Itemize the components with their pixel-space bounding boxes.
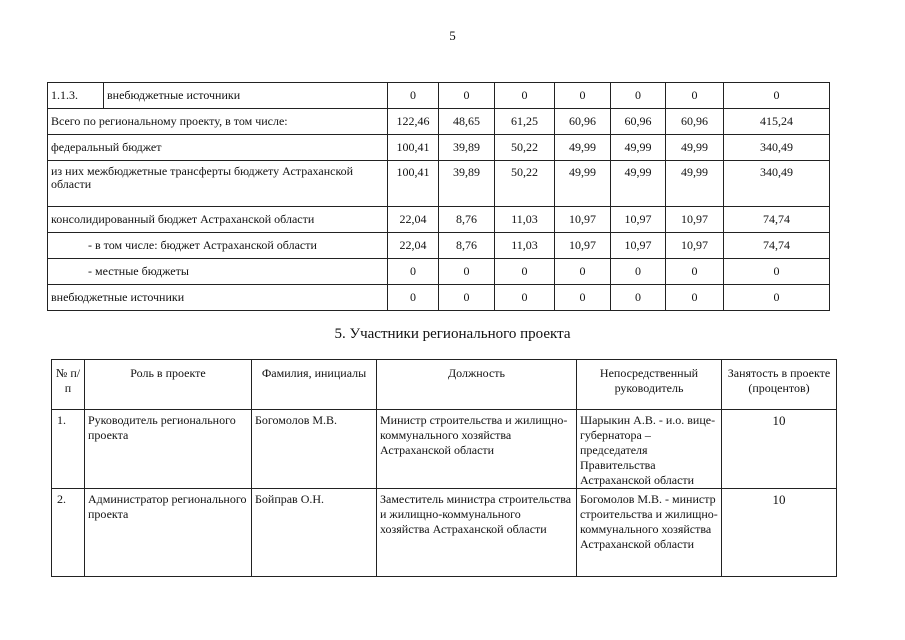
participant-name: Бойправ О.Н.: [252, 489, 377, 577]
budget-cell: 122,46: [388, 109, 439, 135]
budget-cell: 340,49: [724, 161, 830, 207]
budget-row: [48, 233, 830, 259]
budget-cell: 10,97: [611, 233, 666, 259]
budget-cell: 39,89: [439, 161, 495, 207]
budget-cell: 0: [611, 285, 666, 311]
participant-role: Руководитель регионального проекта: [85, 410, 252, 489]
participant-num: 1.: [52, 410, 85, 489]
budget-cell: 49,99: [555, 161, 611, 207]
budget-cell: 0: [439, 259, 495, 285]
budget-cell: 60,96: [666, 109, 724, 135]
budget-cell: 49,99: [611, 135, 666, 161]
budget-cell: 11,03: [495, 233, 555, 259]
budget-row-label: из них межбюджетные трансферты бюджету Астраханской области: [48, 161, 388, 207]
budget-table: [47, 82, 830, 311]
participant-row: [52, 489, 837, 577]
budget-cell: 74,74: [724, 207, 830, 233]
header-position: Должность: [377, 360, 577, 410]
budget-cell: 0: [611, 83, 666, 109]
budget-cell: 11,03: [495, 207, 555, 233]
participant-position: Заместитель министра строительства и жилищно-коммунального хозяйства Астраханской области: [377, 489, 577, 577]
participant-role: Администратор регионального проекта: [85, 489, 252, 577]
budget-cell: 0: [666, 259, 724, 285]
budget-cell: 0: [555, 259, 611, 285]
budget-cell: 0: [495, 285, 555, 311]
budget-row-label: Всего по региональному проекту, в том числе:: [48, 109, 388, 135]
header-name: Фамилия, инициалы: [252, 360, 377, 410]
budget-cell: 60,96: [555, 109, 611, 135]
budget-row-label: внебюджетные источники: [104, 83, 388, 109]
budget-row-label: консолидированный бюджет Астраханской области: [48, 207, 388, 233]
budget-cell: 0: [666, 83, 724, 109]
budget-cell: 60,96: [611, 109, 666, 135]
budget-cell: 0: [439, 285, 495, 311]
budget-row-label: - в том числе: бюджет Астраханской области: [48, 233, 388, 259]
participant-supervisor: Шарыкин А.В. - и.о. вице-губернатора – председателя Правительства Астраханской области: [577, 410, 722, 489]
budget-row: [48, 259, 830, 285]
budget-row: [48, 161, 830, 207]
budget-cell: 0: [724, 83, 830, 109]
header-role: Роль в проекте: [85, 360, 252, 410]
budget-cell: 49,99: [611, 161, 666, 207]
participants-header-row: [52, 360, 837, 410]
budget-cell: 415,24: [724, 109, 830, 135]
budget-cell: 0: [388, 259, 439, 285]
budget-cell: 0: [555, 285, 611, 311]
budget-cell: 61,25: [495, 109, 555, 135]
budget-row-label: - местные бюджеты: [48, 259, 388, 285]
section-title: 5. Участники регионального проекта: [334, 326, 571, 342]
budget-cell: 100,41: [388, 161, 439, 207]
budget-cell: 10,97: [666, 233, 724, 259]
budget-cell: 22,04: [388, 207, 439, 233]
budget-cell: 74,74: [724, 233, 830, 259]
budget-cell: 0: [724, 285, 830, 311]
budget-row: [48, 109, 830, 135]
budget-cell: 49,99: [666, 161, 724, 207]
budget-cell: 0: [439, 83, 495, 109]
budget-cell: 0: [555, 83, 611, 109]
budget-cell: 49,99: [555, 135, 611, 161]
budget-cell: 0: [666, 285, 724, 311]
budget-cell: 10,97: [666, 207, 724, 233]
participant-load: 10: [722, 489, 837, 577]
budget-row: [48, 135, 830, 161]
budget-cell: 0: [611, 259, 666, 285]
budget-cell: 10,97: [555, 207, 611, 233]
budget-cell: 22,04: [388, 233, 439, 259]
budget-cell: 50,22: [495, 135, 555, 161]
budget-cell: 49,99: [666, 135, 724, 161]
budget-cell: 0: [388, 83, 439, 109]
budget-row-label: федеральный бюджет: [48, 135, 388, 161]
budget-row-label: внебюджетные источники: [48, 285, 388, 311]
budget-row-code: 1.1.3.: [48, 83, 104, 109]
participants-table: [51, 359, 837, 577]
budget-row: [48, 207, 830, 233]
participant-load: 10: [722, 410, 837, 489]
budget-cell: 8,76: [439, 207, 495, 233]
participant-supervisor: Богомолов М.В. - министр строительства и жилищно-коммунального хозяйства Астраханской области: [577, 489, 722, 577]
budget-row: [48, 83, 830, 109]
page-number: 5: [449, 28, 456, 43]
budget-cell: 0: [495, 83, 555, 109]
header-load: Занятость в проекте (процентов): [722, 360, 837, 410]
budget-cell: 39,89: [439, 135, 495, 161]
budget-cell: 0: [388, 285, 439, 311]
budget-cell: 340,49: [724, 135, 830, 161]
budget-cell: 48,65: [439, 109, 495, 135]
budget-cell: 8,76: [439, 233, 495, 259]
budget-cell: 10,97: [555, 233, 611, 259]
budget-row: [48, 285, 830, 311]
budget-cell: 50,22: [495, 161, 555, 207]
header-num: № п/п: [52, 360, 85, 410]
budget-cell: 0: [724, 259, 830, 285]
participant-name: Богомолов М.В.: [252, 410, 377, 489]
participant-row: [52, 410, 837, 489]
budget-cell: 100,41: [388, 135, 439, 161]
budget-cell: 10,97: [611, 207, 666, 233]
budget-cell: 0: [495, 259, 555, 285]
header-supervisor: Непосредственный руководитель: [577, 360, 722, 410]
participant-position: Министр строительства и жилищно-коммунального хозяйства Астраханской области: [377, 410, 577, 489]
participant-num: 2.: [52, 489, 85, 577]
